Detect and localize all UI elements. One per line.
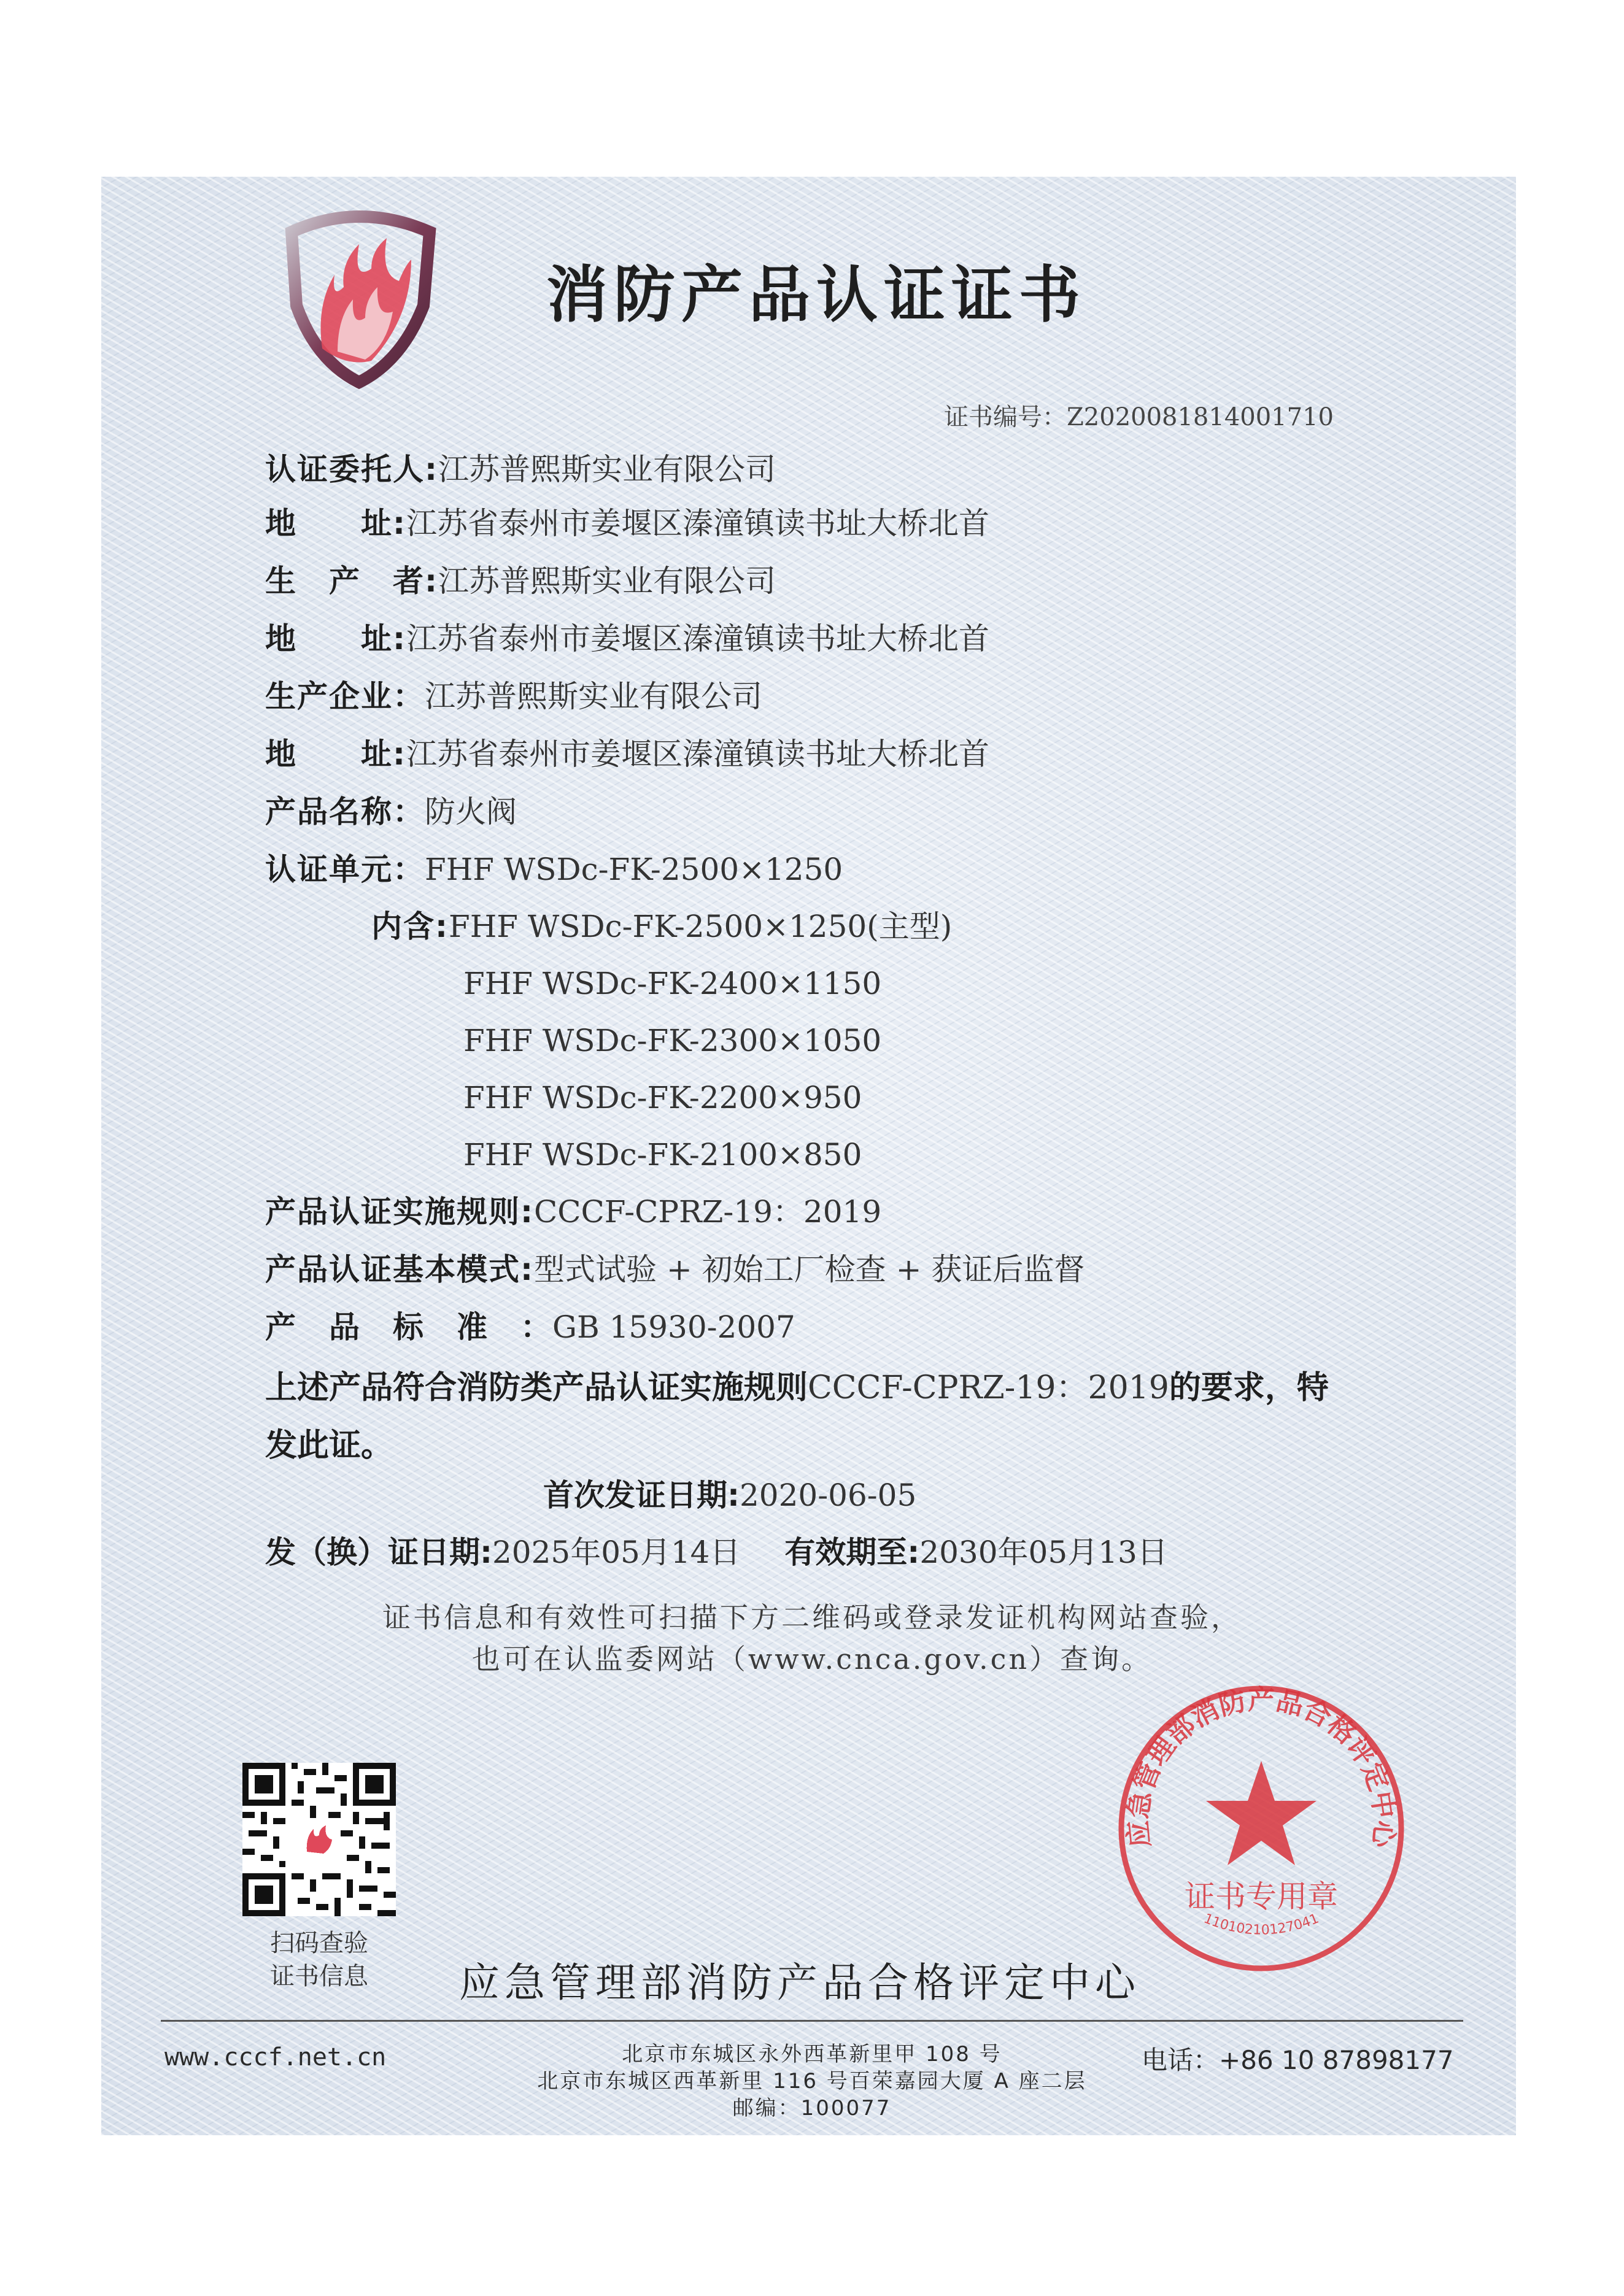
rules-label: 产品认证实施规则: bbox=[265, 1194, 534, 1230]
producer-address-row bbox=[265, 617, 989, 660]
manufacturer-address-label: 地 址: bbox=[265, 736, 406, 772]
manufacturer-address-row bbox=[265, 733, 989, 776]
product-name-label: 产品名称： bbox=[265, 794, 425, 830]
contains-row bbox=[371, 905, 952, 948]
standard-label: 产 品 标 准 ： bbox=[265, 1309, 552, 1345]
producer-row bbox=[265, 560, 776, 603]
fire-product-logo-icon bbox=[279, 195, 442, 391]
issue-date-label: 发（换）证日期: bbox=[265, 1535, 492, 1570]
issue-date-row bbox=[265, 1531, 1168, 1574]
rules-row bbox=[265, 1190, 881, 1233]
first-issue-label: 首次发证日期: bbox=[543, 1477, 740, 1513]
statement-part3: 的要求，特发此证。 bbox=[265, 1370, 1329, 1464]
issue-date-value: 2025年05月14日 bbox=[492, 1535, 741, 1570]
seal-center-text: 证书专用章 bbox=[1185, 1879, 1338, 1914]
client-value: 江苏普熙斯实业有限公司 bbox=[438, 452, 776, 487]
cert-unit-row bbox=[265, 848, 843, 891]
footer-phone: 电话：+86 10 87898177 bbox=[1142, 2045, 1454, 2075]
contains-item: FHF WSDc-FK-2500×1250(主型) bbox=[449, 909, 953, 944]
client-row bbox=[265, 448, 776, 491]
seal-number: 11010210127041 bbox=[1201, 1911, 1321, 1938]
manufacturer-label: 生产企业： bbox=[265, 679, 425, 714]
official-seal bbox=[1108, 1675, 1415, 1982]
verification-note-line1: 证书信息和有效性可扫描下方二维码或登录发证机构网站查验， bbox=[382, 1601, 1242, 1634]
producer-label: 生 产 者: bbox=[265, 563, 438, 599]
contains-item: FHF WSDc-FK-2300×1050 bbox=[463, 1023, 882, 1058]
client-address-row bbox=[265, 502, 989, 545]
contains-label: 内含: bbox=[371, 909, 449, 944]
mode-row bbox=[265, 1248, 1085, 1291]
qr-caption-line1: 扫码查验 bbox=[270, 1929, 368, 1957]
footer-postcode: 邮编：100077 bbox=[732, 2096, 892, 2121]
mode-label: 产品认证基本模式: bbox=[265, 1252, 534, 1287]
first-issue-row bbox=[543, 1474, 916, 1517]
footer-divider bbox=[161, 2020, 1463, 2022]
standard-value: GB 15930-2007 bbox=[552, 1309, 795, 1345]
footer-address-line2: 北京市东城区西革新里 116 号百荣嘉园大厦 A 座二层 bbox=[537, 2069, 1087, 2094]
producer-address-value: 江苏省泰州市姜堰区溱潼镇读书址大桥北首 bbox=[406, 621, 989, 657]
producer-address-label: 地 址: bbox=[265, 621, 406, 657]
client-address-label: 地 址: bbox=[265, 506, 406, 541]
product-name-value: 防火阀 bbox=[425, 794, 517, 830]
client-label: 认证委托人: bbox=[265, 452, 438, 487]
mode-value: 型式试验 + 初始工厂检查 + 获证后监督 bbox=[534, 1252, 1085, 1287]
qr-caption bbox=[242, 1927, 396, 1993]
seal-star-icon bbox=[1206, 1761, 1317, 1865]
footer-address-line1: 北京市东城区永外西革新里甲 108 号 bbox=[622, 2042, 1002, 2067]
issuing-organization: 应急管理部消防产品合格评定中心 bbox=[459, 1959, 1140, 2006]
compliance-statement bbox=[265, 1359, 1358, 1474]
contains-item: FHF WSDc-FK-2200×950 bbox=[463, 1080, 862, 1115]
contains-item: FHF WSDc-FK-2100×850 bbox=[463, 1137, 862, 1173]
first-issue-value: 2020-06-05 bbox=[740, 1477, 917, 1513]
statement-part1: 上述产品符合消防类产品认证实施规则 bbox=[265, 1370, 808, 1406]
certificate-number: 证书编号：Z2020081814001710 bbox=[944, 403, 1334, 431]
verification-note-line2: 也可在认监委网站（www.cnca.gov.cn）查询。 bbox=[471, 1643, 1153, 1676]
valid-until-label: 有效期至: bbox=[784, 1535, 920, 1570]
valid-until-value: 2030年05月13日 bbox=[919, 1535, 1168, 1570]
certificate-title: 消防产品认证证书 bbox=[546, 259, 1086, 331]
producer-value: 江苏普熙斯实业有限公司 bbox=[438, 563, 776, 599]
client-address-value: 江苏省泰州市姜堰区溱潼镇读书址大桥北首 bbox=[406, 506, 989, 541]
contains-item: FHF WSDc-FK-2400×1150 bbox=[463, 966, 882, 1001]
rules-value: CCCF-CPRZ-19：2019 bbox=[534, 1194, 882, 1230]
cert-unit-value: FHF WSDc-FK-2500×1250 bbox=[425, 852, 843, 887]
product-name-row bbox=[265, 790, 517, 833]
statement-part2: CCCF-CPRZ-19：2019 bbox=[808, 1370, 1169, 1406]
manufacturer-address-value: 江苏省泰州市姜堰区溱潼镇读书址大桥北首 bbox=[406, 736, 989, 772]
seal-ring-text: 应急管理部消防产品合格评定中心 bbox=[1122, 1684, 1401, 1849]
cert-unit-label: 认证单元： bbox=[265, 852, 425, 887]
manufacturer-row bbox=[265, 675, 762, 718]
manufacturer-value: 江苏普熙斯实业有限公司 bbox=[425, 679, 762, 714]
qr-caption-line2: 证书信息 bbox=[270, 1962, 368, 1990]
qr-code[interactable] bbox=[242, 1763, 396, 1916]
footer-website-link[interactable]: www.cccf.net.cn bbox=[164, 2043, 387, 2071]
standard-row bbox=[265, 1306, 795, 1349]
